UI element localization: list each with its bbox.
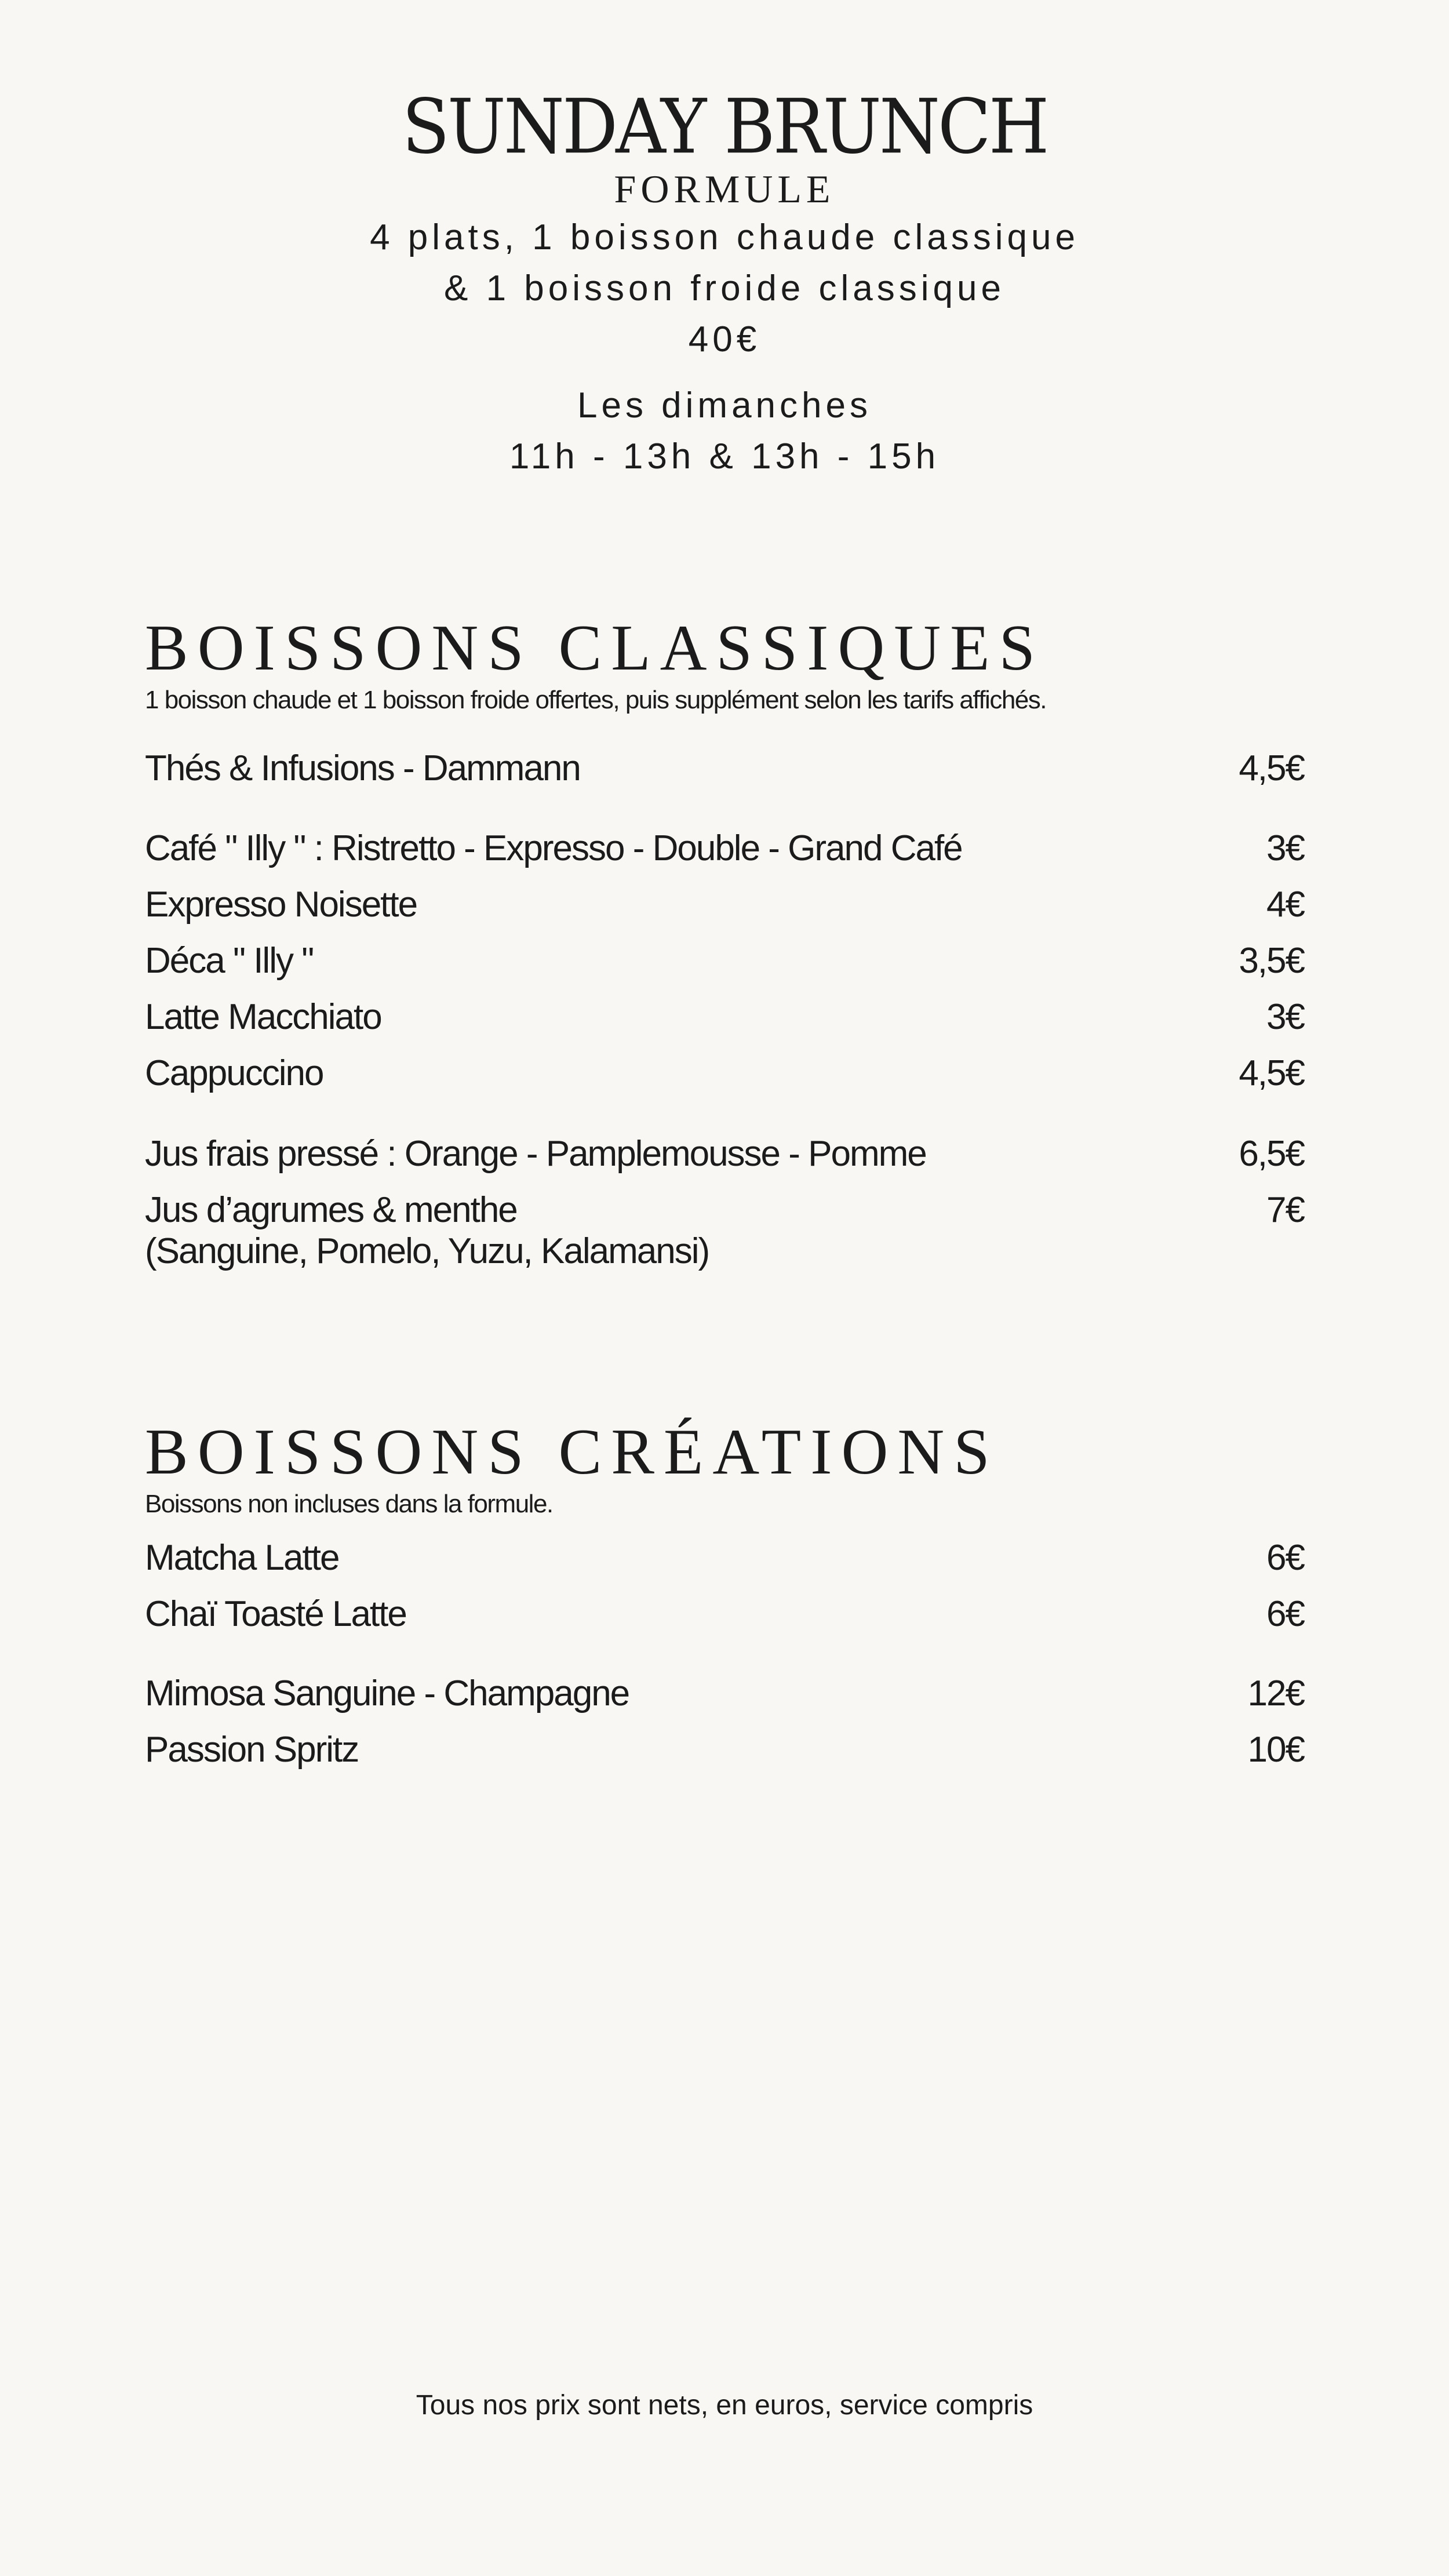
item-name: Mimosa Sanguine - Champagne xyxy=(145,1673,629,1713)
section-subtitle: 1 boisson chaude et 1 boisson froide offertes, puis supplément selon les tarifs affichés. xyxy=(145,686,1046,714)
item-name: Déca " Illy " xyxy=(145,941,314,981)
item-price: 6€ xyxy=(1266,1538,1304,1578)
section-boissons-creations xyxy=(145,1416,1304,1518)
item-name-line-2: (Sanguine, Pomelo, Yuzu, Kalamansi) xyxy=(145,1231,709,1272)
item-name: Chaï Toasté Latte xyxy=(145,1594,406,1634)
item-name: Latte Macchiato xyxy=(145,997,381,1037)
section-boissons-classiques xyxy=(145,612,1304,714)
item-name: Expresso Noisette xyxy=(145,885,417,925)
item-group xyxy=(145,1537,1304,1650)
item-price: 6,5€ xyxy=(1239,1134,1304,1174)
menu-item xyxy=(145,828,1304,884)
item-name-line-1: Jus d’agrumes & menthe xyxy=(145,1190,517,1230)
menu-header xyxy=(0,83,1449,482)
item-name: Café " Illy " : Ristretto - Expresso - Double - Grand Café xyxy=(145,828,962,868)
menu-item xyxy=(145,884,1304,940)
item-price: 4,5€ xyxy=(1239,748,1304,788)
item-group xyxy=(145,748,1304,804)
item-price: 3€ xyxy=(1266,997,1304,1037)
item-name: Passion Spritz xyxy=(145,1730,359,1770)
footer-note: Tous nos prix sont nets, en euros, service compris xyxy=(416,2390,1033,2421)
item-price: 4€ xyxy=(1266,885,1304,925)
item-price: 3€ xyxy=(1266,828,1304,868)
item-group xyxy=(145,1133,1304,1288)
item-name xyxy=(145,1189,709,1272)
item-price: 7€ xyxy=(1266,1190,1304,1230)
item-name: Jus frais pressé : Orange - Pamplemousse - Pomme xyxy=(145,1134,926,1174)
item-price: 6€ xyxy=(1266,1594,1304,1634)
menu-item xyxy=(145,940,1304,996)
item-price: 4,5€ xyxy=(1239,1053,1304,1093)
menu-item xyxy=(145,1133,1304,1189)
item-price: 10€ xyxy=(1247,1730,1304,1770)
menu-item xyxy=(145,1189,1304,1288)
schedule-days: Les dimanches xyxy=(577,385,872,425)
item-price: 12€ xyxy=(1247,1673,1304,1713)
section-subtitle: Boissons non incluses dans la formule. xyxy=(145,1490,553,1518)
schedule-hours: 11h - 13h & 13h - 15h xyxy=(509,436,940,476)
item-name: Matcha Latte xyxy=(145,1538,339,1578)
menu-item xyxy=(145,1673,1304,1729)
menu-item xyxy=(145,748,1304,804)
section-title: BOISSONS CLASSIQUES xyxy=(145,612,1044,684)
menu-item xyxy=(145,1537,1304,1593)
menu-item xyxy=(145,1593,1304,1650)
formule-price: 40€ xyxy=(688,319,761,359)
menu-item xyxy=(145,996,1304,1053)
item-group xyxy=(145,828,1304,1109)
formule-description-line-1: 4 plats, 1 boisson chaude classique xyxy=(370,217,1079,257)
item-group xyxy=(145,1673,1304,1785)
item-name: Thés & Infusions - Dammann xyxy=(145,748,580,788)
item-name: Cappuccino xyxy=(145,1053,323,1093)
item-price: 3,5€ xyxy=(1239,941,1304,981)
menu-item xyxy=(145,1729,1304,1785)
formule-description-line-2: & 1 boisson froide classique xyxy=(443,268,1005,308)
section-title: BOISSONS CRÉATIONS xyxy=(145,1416,999,1488)
menu-item xyxy=(145,1053,1304,1109)
page-title: SUNDAY BRUNCH xyxy=(402,83,1047,171)
formule-label: FORMULE xyxy=(614,167,835,211)
